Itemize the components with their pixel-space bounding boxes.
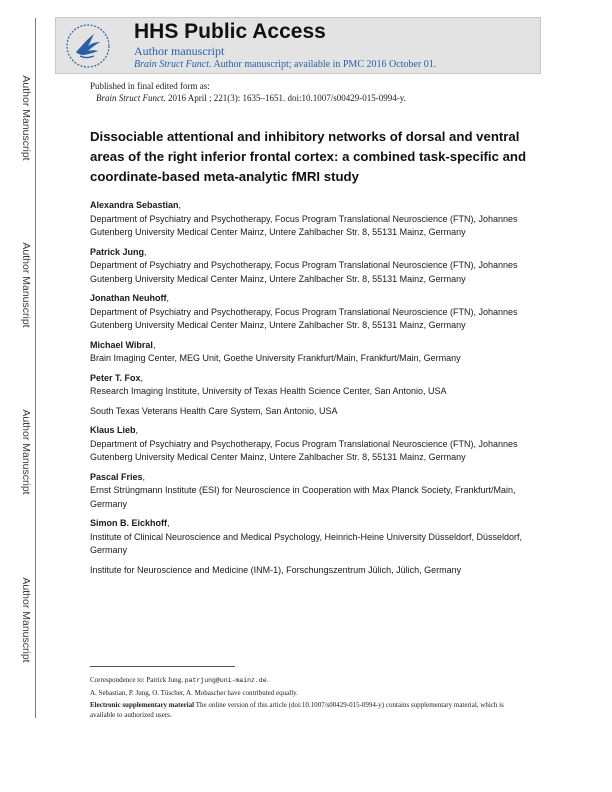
hhs-availability-text: Author manuscript; available in PMC 2016 October 01.	[213, 59, 437, 70]
author-name: Peter T. Fox	[90, 372, 141, 383]
author-entry: Peter T. Fox, Research Imaging Institute, University of Texas Health Science Center, San Antonio, USA South Texas Veterans Health Care System, San Antonio, USA	[90, 372, 530, 419]
author-entry: Pascal Fries, Ernst Strüngmann Institute (ESI) for Neuroscience in Cooperation with Max Planck Society, Frankfurt/Main, Germany	[90, 471, 530, 512]
publication-info	[90, 80, 406, 104]
author-affiliation: Institute of Clinical Neuroscience and Medical Psychology, Heinrich-Heine University Düsseldorf, Düsseldorf, Germany	[90, 531, 523, 555]
author-name: Pascal Fries	[90, 471, 143, 482]
supplementary-note	[90, 700, 520, 720]
author-affiliation: Department of Psychiatry and Psychotherapy, Focus Program Translational Neuroscience (FTN), Johannes Gutenberg University Medical Center Mainz, Untere Zahlbacher Str. 8, 55131 Mainz, Germany	[90, 260, 518, 284]
correspondence-note: Correspondence to: Patrick Jung, patrjung@uni-mainz.de.	[90, 676, 269, 684]
footnote-divider	[90, 666, 235, 667]
author-name: Klaus Lieb	[90, 425, 136, 435]
author-list	[90, 199, 530, 583]
author-entry: Patrick Jung, Department of Psychiatry and Psychotherapy, Focus Program Translational Neuroscience (FTN), Johannes Gutenberg University Medical Center Mainz, Untere Zahlbacher Str. 8, 55131 Mainz, Germany	[90, 246, 530, 287]
author-affiliation: Department of Psychiatry and Psychotherapy, Focus Program Translational Neuroscience (FTN), Johannes Gutenberg University Medical Center Mainz, Untere Zahlbacher Str. 8, 55131 Mainz, Germany	[90, 306, 518, 330]
supplementary-label: Electronic supplementary material	[90, 701, 195, 709]
author-name: Jonathan Neuhoff	[90, 293, 167, 303]
author-affiliation: Ernst Strüngmann Institute (ESI) for Neuroscience in Cooperation with Max Planck Society, Frankfurt/Main, Germany	[90, 485, 516, 509]
correspondence-label: Correspondence to: Patrick Jung,	[90, 676, 183, 684]
publication-journal: Brain Struct Funct.	[96, 93, 166, 103]
author-affiliation-secondary: Institute for Neuroscience and Medicine (INM-1), Forschungszentrum Jülich, Jülich, Germany	[90, 564, 462, 575]
author-affiliation: Department of Psychiatry and Psychotherapy, Focus Program Translational Neuroscience (FTN), Johannes Gutenberg University Medical Center Mainz, Untere Zahlbacher Str. 8, 55131 Mainz, Germany	[90, 438, 518, 462]
hhs-header	[55, 17, 541, 74]
author-affiliation: Research Imaging Institute, University of Texas Health Science Center, San Antonio, USA	[90, 386, 447, 396]
correspondence-email[interactable]: patrjung@uni-mainz.de	[184, 677, 267, 684]
author-name: Patrick Jung	[90, 246, 145, 257]
author-entry: Klaus Lieb, Department of Psychiatry and Psychotherapy, Focus Program Translational Neuroscience (FTN), Johannes Gutenberg University Medical Center Mainz, Untere Zahlbacher Str. 8, 55131 Mainz, Germany	[90, 424, 530, 465]
publication-details: 2016 April ; 221(3): 1635–1651. doi:10.1007/s00429-015-0994-y.	[168, 93, 406, 103]
hhs-eagle-logo-icon	[64, 22, 112, 70]
publication-intro: Published in final edited form as:	[90, 81, 210, 91]
hhs-journal: Brain Struct Funct.	[134, 59, 212, 70]
publication-citation	[90, 92, 406, 104]
footnotes	[90, 675, 520, 722]
hhs-subtitle: Author manuscript	[134, 44, 225, 58]
side-rule	[35, 18, 36, 718]
author-entry: Michael Wibral, Brain Imaging Center, MEG Unit, Goethe University Frankfurt/Main, Frankfurt/Main, Germany	[90, 339, 530, 366]
author-name: Alexandra Sebastian	[90, 200, 179, 210]
author-affiliation: Department of Psychiatry and Psychotherapy, Focus Program Translational Neuroscience (FTN), Johannes Gutenberg University Medical Center Mainz, Untere Zahlbacher Str. 8, 55131 Mainz, Germany	[90, 213, 518, 237]
author-affiliation-secondary: South Texas Veterans Health Care System, San Antonio, USA	[90, 405, 338, 416]
author-name: Simon B. Eickhoff	[90, 518, 168, 528]
author-entry: Alexandra Sebastian, Department of Psychiatry and Psychotherapy, Focus Program Translational Neuroscience (FTN), Johannes Gutenberg University Medical Center Mainz, Untere Zahlbacher Str. 8, 55131 Mainz, Germany	[90, 199, 530, 240]
author-affiliation: Brain Imaging Center, MEG Unit, Goethe University Frankfurt/Main, Frankfurt/Main, Germany	[90, 353, 461, 363]
author-entry: Simon B. Eickhoff, Institute of Clinical Neuroscience and Medical Psychology, Heinrich-Heine University Düsseldorf, Düsseldorf, Germany Institute for Neuroscience and Medicine (INM-1), Forschungszentrum Jülich, Jülich, Germany	[90, 517, 530, 577]
supplementary-text: The online version of this article (doi:10.1007/s00429-015-0994-y) contains supplementary material, which is available to authorized users.	[90, 701, 504, 719]
hhs-availability	[134, 59, 436, 70]
hhs-title: HHS Public Access	[134, 20, 326, 43]
article-title: Dissociable attentional and inhibitory networks of dorsal and ventral areas of the right inferior frontal cortex: a combined task-specific and coordinate-based meta-analytic fMRI study	[90, 129, 527, 184]
author-entry: Jonathan Neuhoff, Department of Psychiatry and Psychotherapy, Focus Program Translational Neuroscience (FTN), Johannes Gutenberg University Medical Center Mainz, Untere Zahlbacher Str. 8, 55131 Mainz, Germany	[90, 292, 530, 333]
author-name: Michael Wibral	[90, 339, 153, 350]
contribution-note: A. Sebastian, P. Jung, O. Tüscher, A. Mobascher have contributed equally.	[90, 689, 298, 697]
